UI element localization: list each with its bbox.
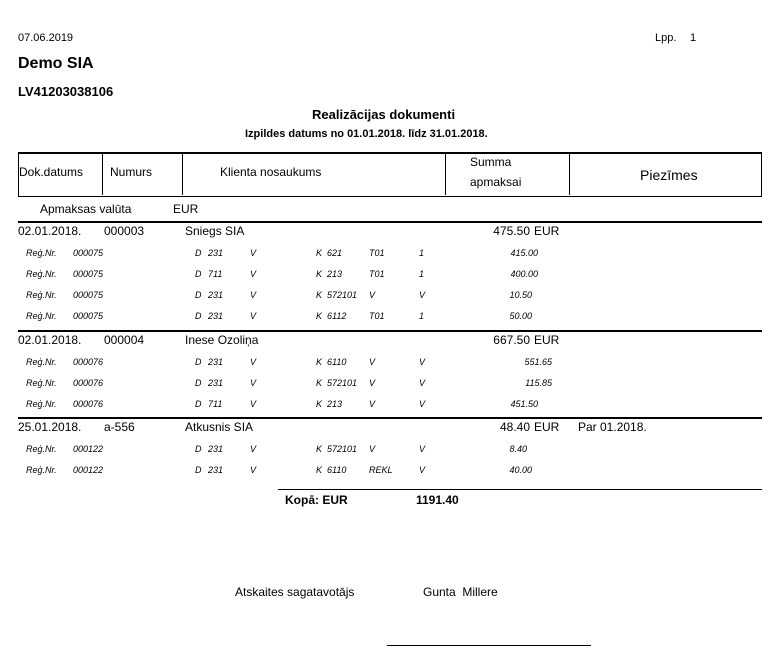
report-title: Realizācijas dokumenti (312, 107, 456, 122)
credit-marker: K (316, 311, 323, 321)
reg-value: 000075 (73, 248, 104, 258)
debit-flag: V (250, 290, 257, 300)
credit-account: 6112 (327, 311, 347, 321)
credit-marker: K (316, 378, 323, 388)
debit-marker: D (195, 465, 202, 475)
reg-number: LV41203038106 (18, 84, 114, 99)
doc-date: 25.01.2018. (18, 420, 82, 434)
doc-number: 000003 (104, 224, 145, 238)
reg-value: 000076 (73, 357, 104, 367)
credit-marker: K (316, 399, 323, 409)
column-divider (102, 153, 103, 195)
credit-account: 621 (327, 248, 343, 258)
debit-marker: D (195, 248, 202, 258)
debit-flag: V (250, 269, 257, 279)
credit-marker: K (316, 444, 323, 454)
document-separator (18, 330, 762, 332)
doc-amount: 475.50 (493, 224, 530, 238)
debit-flag: V (250, 444, 257, 454)
doc-amount: 48.40 (499, 420, 530, 434)
line-amount: 10.50 (509, 290, 532, 300)
reg-value: 000122 (73, 465, 104, 475)
v-flag: V (419, 357, 426, 367)
credit-account: 213 (327, 399, 343, 409)
debit-flag: V (250, 399, 257, 409)
debit-account: 231 (208, 465, 224, 475)
signature-line (387, 645, 591, 646)
col-header-notes: Piezīmes (640, 167, 698, 183)
credit-marker: K (316, 465, 323, 475)
debit-account: 231 (208, 357, 224, 367)
doc-amount: 667.50 (493, 333, 530, 347)
doc-note: Par 01.2018. (578, 420, 647, 434)
currency-value: EUR (173, 202, 199, 216)
debit-account: 711 (208, 269, 223, 279)
debit-flag: V (250, 378, 257, 388)
page-label: Lpp. (655, 32, 677, 44)
debit-marker: D (195, 399, 202, 409)
code: T01 (369, 311, 385, 321)
reg-label: Reģ.Nr. (26, 378, 57, 388)
col-header-sum-line1: Summa (470, 155, 512, 169)
credit-marker: K (316, 290, 323, 300)
debit-account: 231 (208, 444, 224, 454)
credit-account: 6110 (327, 357, 347, 367)
debit-marker: D (195, 269, 202, 279)
line-amount: 415.00 (510, 248, 538, 258)
v-flag: V (419, 399, 426, 409)
credit-marker: K (316, 248, 323, 258)
doc-currency: EUR (534, 420, 560, 434)
line-amount: 451.50 (510, 399, 538, 409)
col-header-client: Klienta nosaukums (220, 165, 322, 179)
doc-client: Inese Ozoliņa (185, 333, 259, 347)
doc-currency: EUR (534, 333, 560, 347)
v-flag: V (419, 465, 426, 475)
debit-marker: D (195, 444, 202, 454)
reg-value: 000075 (73, 290, 104, 300)
document-separator (18, 221, 762, 223)
column-divider (182, 153, 183, 195)
debit-account: 231 (208, 378, 224, 388)
total-separator (278, 489, 762, 490)
line-amount: 400.00 (510, 269, 538, 279)
doc-date: 02.01.2018. (18, 224, 82, 238)
reg-value: 000075 (73, 311, 104, 321)
credit-account: 6110 (327, 465, 347, 475)
doc-client: Sniegs SIA (185, 224, 245, 238)
col-header-sum-line2: apmaksai (470, 175, 522, 189)
doc-number: a-556 (104, 420, 135, 434)
preparer-label: Atskaites sagatavotājs (235, 585, 355, 599)
debit-flag: V (250, 465, 257, 475)
line-amount: 551.65 (524, 357, 552, 367)
v-flag: 1 (419, 269, 425, 279)
page-number: 1 (690, 32, 697, 44)
reg-label: Reģ.Nr. (26, 444, 57, 454)
total-value: 1191.40 (416, 493, 459, 507)
debit-marker: D (195, 357, 202, 367)
v-flag: 1 (419, 248, 425, 258)
debit-marker: D (195, 290, 202, 300)
code: REKL (369, 465, 393, 475)
reg-value: 000076 (73, 378, 104, 388)
doc-date: 02.01.2018. (18, 333, 82, 347)
debit-flag: V (250, 248, 257, 258)
reg-label: Reģ.Nr. (26, 311, 57, 321)
code: T01 (369, 248, 385, 258)
credit-account: 572101 (327, 378, 358, 388)
debit-account: 711 (208, 399, 223, 409)
line-amount: 40.00 (509, 465, 532, 475)
debit-marker: D (195, 378, 202, 388)
credit-account: 572101 (327, 290, 358, 300)
v-flag: V (419, 290, 426, 300)
report-subtitle: Izpildes datums no 01.01.2018. līdz 31.01.2018. (245, 128, 488, 140)
doc-currency: EUR (534, 224, 560, 238)
code: V (369, 378, 376, 388)
line-amount: 50.00 (509, 311, 532, 321)
currency-label: Apmaksas valūta (40, 202, 132, 216)
column-divider (445, 153, 446, 195)
credit-account: 213 (327, 269, 343, 279)
total-label: Kopā: EUR (285, 493, 348, 507)
v-flag: V (419, 378, 426, 388)
debit-account: 231 (208, 290, 224, 300)
code: V (369, 399, 376, 409)
reg-label: Reģ.Nr. (26, 269, 57, 279)
debit-account: 231 (208, 311, 224, 321)
v-flag: 1 (419, 311, 425, 321)
col-header-number: Numurs (110, 165, 153, 179)
debit-flag: V (250, 357, 257, 367)
document-separator (18, 417, 762, 419)
reg-label: Reģ.Nr. (26, 248, 57, 258)
report-date: 07.06.2019 (18, 32, 74, 44)
code: V (369, 290, 376, 300)
credit-marker: K (316, 269, 323, 279)
debit-flag: V (250, 311, 257, 321)
reg-label: Reģ.Nr. (26, 357, 57, 367)
code: V (369, 444, 376, 454)
company-name: Demo SIA (18, 55, 94, 72)
line-amount: 8.40 (509, 444, 527, 454)
reg-label: Reģ.Nr. (26, 290, 57, 300)
doc-client: Atkusnis SIA (185, 420, 254, 434)
reg-value: 000122 (73, 444, 104, 454)
reg-label: Reģ.Nr. (26, 399, 57, 409)
v-flag: V (419, 444, 426, 454)
debit-account: 231 (208, 248, 224, 258)
code: V (369, 357, 376, 367)
line-amount: 115.85 (525, 378, 552, 388)
col-header-doc-date: Dok.datums (19, 165, 84, 179)
debit-marker: D (195, 311, 202, 321)
credit-account: 572101 (327, 444, 358, 454)
column-divider (569, 153, 570, 195)
reg-value: 000076 (73, 399, 104, 409)
reg-value: 000075 (73, 269, 104, 279)
credit-marker: K (316, 357, 323, 367)
code: T01 (369, 269, 385, 279)
reg-label: Reģ.Nr. (26, 465, 57, 475)
doc-number: 000004 (104, 333, 145, 347)
preparer-name: Gunta Millere (423, 585, 498, 599)
